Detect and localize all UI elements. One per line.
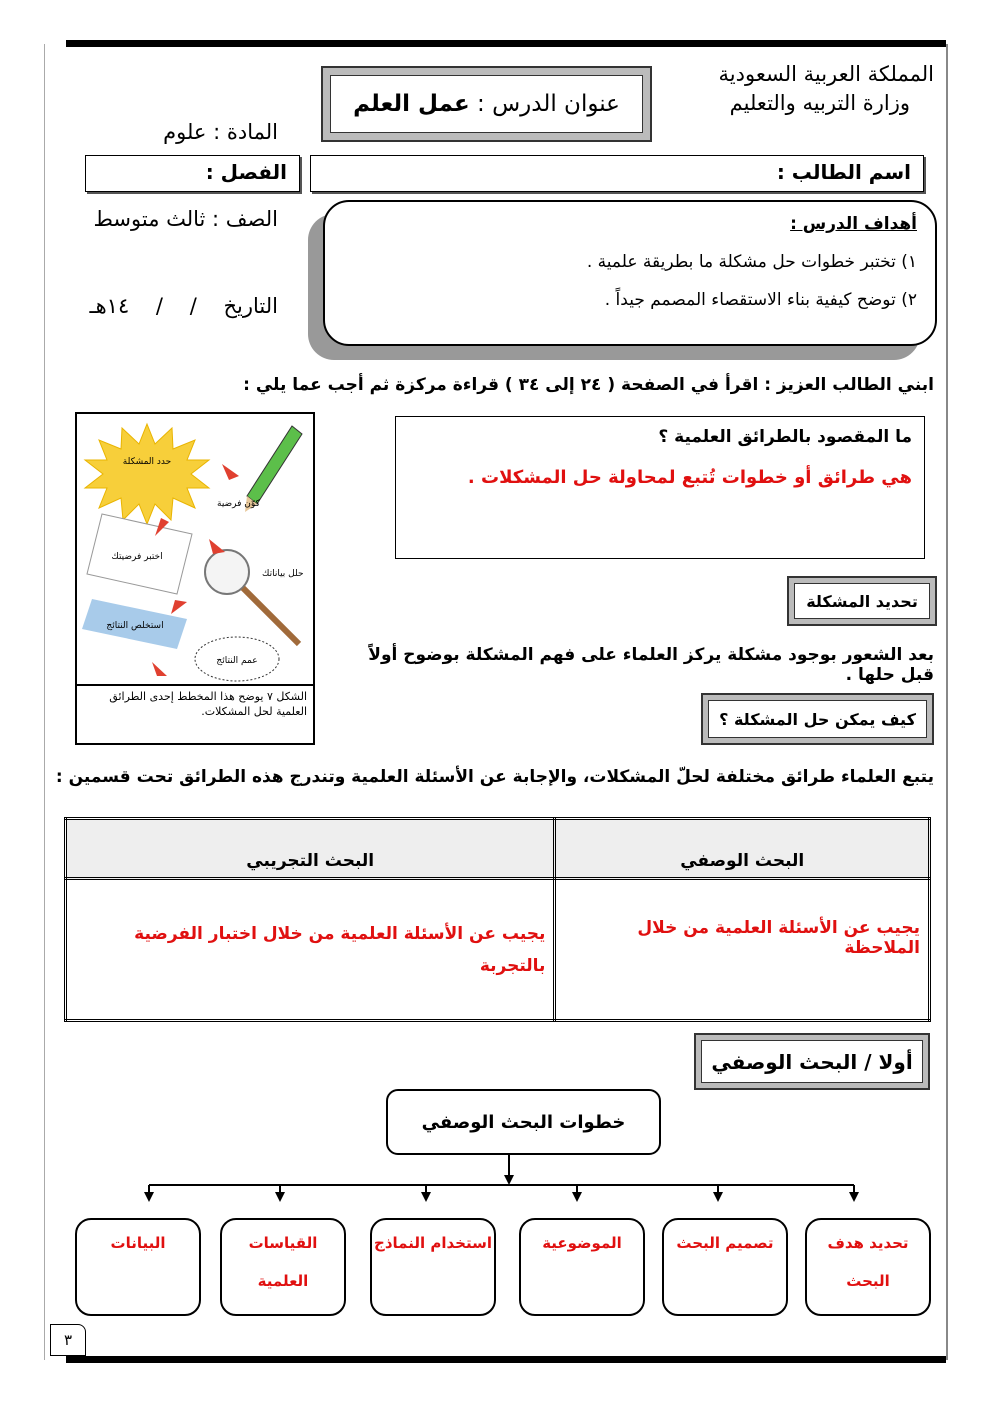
step-node: القياسات العلمية <box>220 1218 346 1316</box>
arrow-head <box>421 1192 431 1202</box>
arrow-head <box>713 1192 723 1202</box>
cell-descriptive: يجيب عن الأسئلة العلمية من خلال الملاحظة <box>555 879 930 1021</box>
label-test-hypothesis: اختبر فرضيتك <box>111 552 163 562</box>
lesson-label: عنوان الدرس : <box>477 91 620 117</box>
label-hypothesis: كوّن فرضية <box>217 499 260 509</box>
class-label: الفصل : <box>205 160 287 184</box>
label-analyze-data: حلل بياناتك <box>262 569 304 579</box>
kingdom: المملكة العربية السعودية <box>718 62 934 86</box>
arrow-head <box>144 1192 154 1202</box>
step-node: استخدام النماذج <box>370 1218 496 1316</box>
grade: الصف : ثالث متوسط <box>93 207 278 231</box>
define-problem-text: بعد الشعور بوجود مشكلة يركز العلماء على فهم المشكلة بوضوح أولاً قبل حلها . <box>368 645 934 685</box>
instruction: ابني الطالب العزيز : اقرأ في الصفحة ( ٢٤ إلى ٣٤ ) قراءة مركزة ثم أجب عما يلي : <box>243 375 934 395</box>
question-text: ما المقصود بالطرائق العلمية ؟ <box>658 427 912 447</box>
how-solve-text: يتبع العلماء طرائق مختلفة لحلّ المشكلات، والإجابة عن الأسئلة العلمية وتندرج هذه الطرائق تحت قسمين : <box>55 767 934 787</box>
section1-heading-text: أولا / البحث الوصفي <box>701 1040 923 1083</box>
student-name-label: اسم الطالب : <box>776 160 911 184</box>
header-experimental: البحث التجريبي <box>66 819 555 879</box>
figure-caption: الشكل ٧ يوضح هذا المخطط إحدى الطرائق العلمية لحل المشكلات. <box>77 684 313 743</box>
page-number: ٣ <box>50 1324 86 1356</box>
step-node: الموضوعية <box>519 1218 645 1316</box>
date: التاريخ / / ١٤هـ <box>89 294 278 318</box>
how-solve-heading-text: كيف يمكن حل المشكلة ؟ <box>708 700 927 738</box>
lesson-title: عمل العلم <box>353 91 470 117</box>
arrow-head <box>849 1192 859 1202</box>
subject: المادة : علوم <box>163 120 278 144</box>
define-problem-heading-text: تحديد المشكلة <box>794 583 930 619</box>
arrow-head <box>572 1192 582 1202</box>
goal-item: ٢) توضح كيفية بناء الاستقصاء المصمم جيداً . <box>604 290 917 310</box>
goals-title: أهداف الدرس : <box>790 214 917 234</box>
label-conclude: استخلص النتائج <box>106 621 164 631</box>
label-generalize: عمم النتائج <box>216 656 258 666</box>
arrow-head <box>275 1192 285 1202</box>
step-node: تصميم البحث <box>662 1218 788 1316</box>
answer-text: هي طرائق أو خطوات تُتبع لمحاولة حل المشكلات . <box>467 467 912 488</box>
goal-item: ١) تختبر خطوات حل مشكلة ما بطريقة علمية . <box>586 252 917 272</box>
label-define-problem: حدد المشكلة <box>122 457 172 467</box>
ministry: وزارة التربيه والتعليم <box>729 91 910 115</box>
header-descriptive: البحث الوصفي <box>555 819 930 879</box>
step-node: تحديد هدف البحث <box>805 1218 931 1316</box>
cell-experimental: يجيب عن الأسئلة العلمية من خلال اختبار الفرضية بالتجربة <box>66 879 555 1021</box>
step-node: البيانات <box>75 1218 201 1316</box>
root-node: خطوات البحث الوصفي <box>386 1089 661 1155</box>
